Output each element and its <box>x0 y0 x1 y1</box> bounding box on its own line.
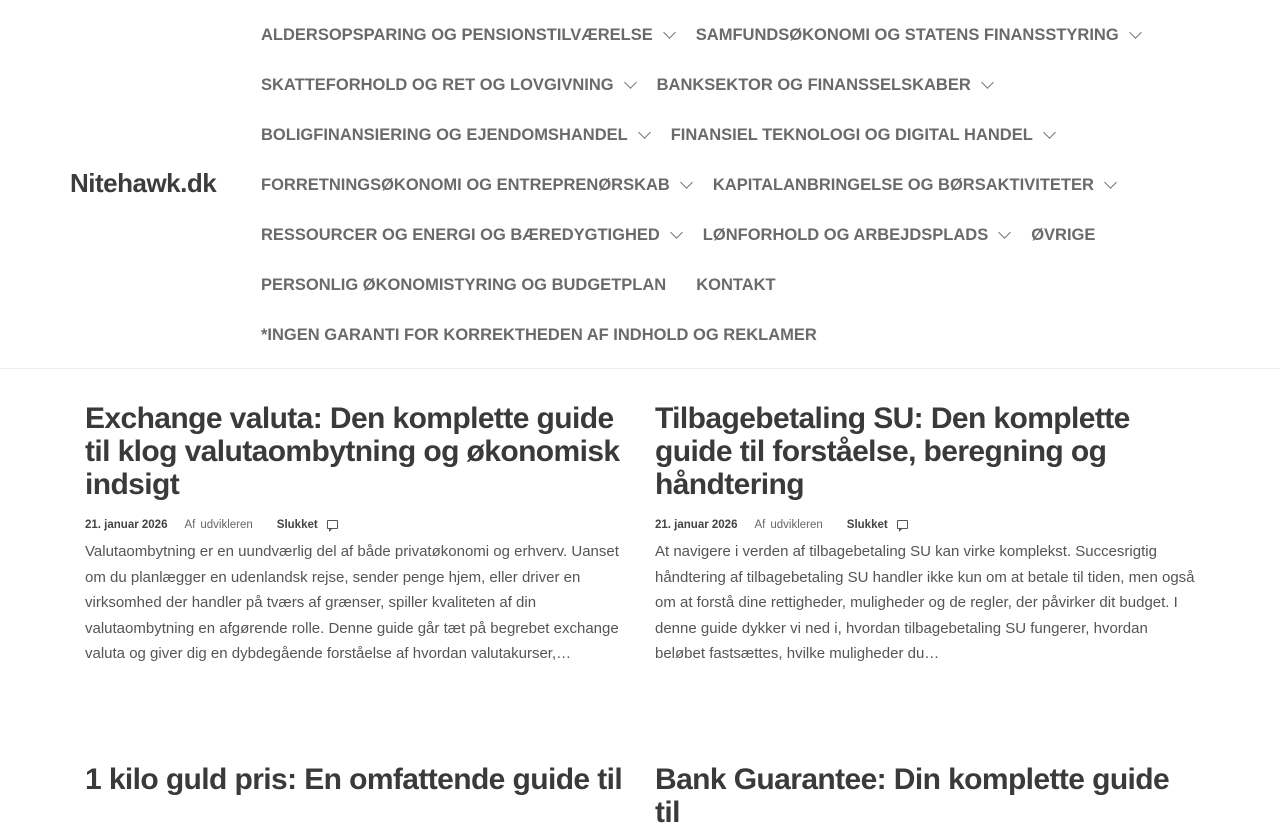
main-navigation <box>261 10 1261 360</box>
nav-menu-item[interactable] <box>261 326 817 345</box>
site-title[interactable]: Nitehawk.dk <box>70 168 217 198</box>
nav-menu-item[interactable] <box>261 226 681 245</box>
nav-menu-item[interactable] <box>261 176 691 195</box>
nav-menu-item-label: FORRETNINGSØKONOMI OG ENTREPRENØRSKAB <box>261 175 670 194</box>
post-comments-status: Slukket <box>846 519 888 531</box>
nav-menu-item[interactable] <box>703 226 1009 245</box>
chevron-down-icon[interactable] <box>1043 126 1056 139</box>
post-by-label: Af <box>754 519 766 531</box>
nav-menu-item[interactable] <box>261 76 635 95</box>
nav-menu-item-label: RESSOURCER OG ENERGI OG BÆREDYGTIGHED <box>261 225 660 244</box>
nav-row <box>261 10 1261 60</box>
post-card <box>85 402 625 667</box>
chevron-down-icon[interactable] <box>981 76 994 89</box>
post-title[interactable]: 1 kilo guld pris: En omfattende guide til <box>85 763 623 796</box>
comment-icon <box>897 520 908 529</box>
nav-menu-item-label: SAMFUNDSØKONOMI OG STATENS FINANSSTYRING <box>695 25 1119 44</box>
nav-menu-item-label: BANKSEKTOR OG FINANSSELSKABER <box>656 75 971 94</box>
post-card <box>85 763 625 796</box>
post-card <box>655 763 1195 829</box>
post-excerpt: At navigere i verden af tilbagebetaling SU kan virke komplekst. Succesrigtig håndtering af tilbagebetaling SU handler ikke kun om at betale til tiden, men også om at forstå dine rettigheder, muligheder og de regler, der påvirker dit budget. I denne guide dykker vi ned i, hvordan tilbagebetaling SU fungerer, hvordan beløbet fastsættes, hvilke muligheder du… <box>655 543 1195 663</box>
post-excerpt: Valutaombytning er en uundværlig del af både privatøkonomi og erhverv. Uanset om du planlægger en udenlandsk rejse, sender penge hjem, eller driver en virksomhed der handler på tværs af grænser, spiller kvaliteten af din valutaombytning en afgørende rolle. Denne guide går tæt på begrebet exchange valuta og giver dig en dybdegående forståelse af hvordan valutakurser,… <box>85 543 619 663</box>
nav-menu-item-label: SKATTEFORHOLD OG RET OG LOVGIVNING <box>261 75 614 94</box>
nav-menu-item[interactable] <box>696 276 775 295</box>
chevron-down-icon[interactable] <box>638 126 651 139</box>
nav-menu-item-label: ØVRIGE <box>1031 225 1096 244</box>
nav-menu-item-label: ALDERSOPSPARING OG PENSIONSTILVÆRELSE <box>261 25 653 44</box>
nav-menu-item-label: KONTAKT <box>696 275 776 294</box>
nav-menu-item-label: *INGEN GARANTI FOR KORREKTHEDEN AF INDHOLD OG REKLAMER <box>261 325 817 344</box>
post-author[interactable]: udvikleren <box>200 519 253 531</box>
nav-menu-item[interactable] <box>657 76 992 95</box>
comment-icon <box>327 520 338 529</box>
post-author[interactable]: udvikleren <box>770 519 823 531</box>
post-meta <box>85 519 625 531</box>
nav-menu-item[interactable] <box>261 276 666 295</box>
post-card <box>655 402 1195 667</box>
chevron-down-icon[interactable] <box>998 226 1011 239</box>
nav-menu-item-label: KAPITALANBRINGELSE OG BØRSAKTIVITETER <box>712 175 1094 194</box>
site-header <box>0 0 1280 369</box>
post-comments-status: Slukket <box>276 519 318 531</box>
post-title[interactable]: Exchange valuta: Den komplette guide til klog valutaombytning og økonomisk indsigt <box>85 402 620 501</box>
chevron-down-icon[interactable] <box>624 76 637 89</box>
post-meta <box>655 519 1195 531</box>
nav-row <box>261 260 1261 310</box>
post-by-label: Af <box>184 519 196 531</box>
nav-row <box>261 160 1261 210</box>
post-date[interactable]: 21. januar 2026 <box>655 519 738 531</box>
nav-row <box>261 310 1261 360</box>
post-title[interactable]: Bank Guarantee: Din komplette guide til <box>655 763 1170 829</box>
nav-menu-item[interactable] <box>696 26 1140 45</box>
nav-menu-item-label: LØNFORHOLD OG ARBEJDSPLADS <box>702 225 989 244</box>
nav-menu-item[interactable] <box>671 126 1054 145</box>
chevron-down-icon[interactable] <box>670 226 683 239</box>
nav-menu-item[interactable] <box>713 176 1115 195</box>
nav-menu-item[interactable] <box>1031 226 1095 245</box>
chevron-down-icon[interactable] <box>1129 26 1142 39</box>
nav-row <box>261 210 1261 260</box>
nav-row <box>261 110 1261 160</box>
chevron-down-icon[interactable] <box>663 26 676 39</box>
post-title[interactable]: Tilbagebetaling SU: Den komplette guide til forståelse, beregning og håndtering <box>655 402 1130 501</box>
nav-menu-item-label: BOLIGFINANSIERING OG EJENDOMSHANDEL <box>261 125 628 144</box>
nav-row <box>261 60 1261 110</box>
nav-menu-item[interactable] <box>261 26 674 45</box>
nav-menu-item-label: FINANSIEL TEKNOLOGI OG DIGITAL HANDEL <box>670 125 1033 144</box>
post-date[interactable]: 21. januar 2026 <box>85 519 168 531</box>
nav-menu-item[interactable] <box>261 126 649 145</box>
chevron-down-icon[interactable] <box>1104 176 1117 189</box>
chevron-down-icon[interactable] <box>680 176 693 189</box>
nav-menu-item-label: PERSONLIG ØKONOMISTYRING OG BUDGETPLAN <box>261 275 667 294</box>
